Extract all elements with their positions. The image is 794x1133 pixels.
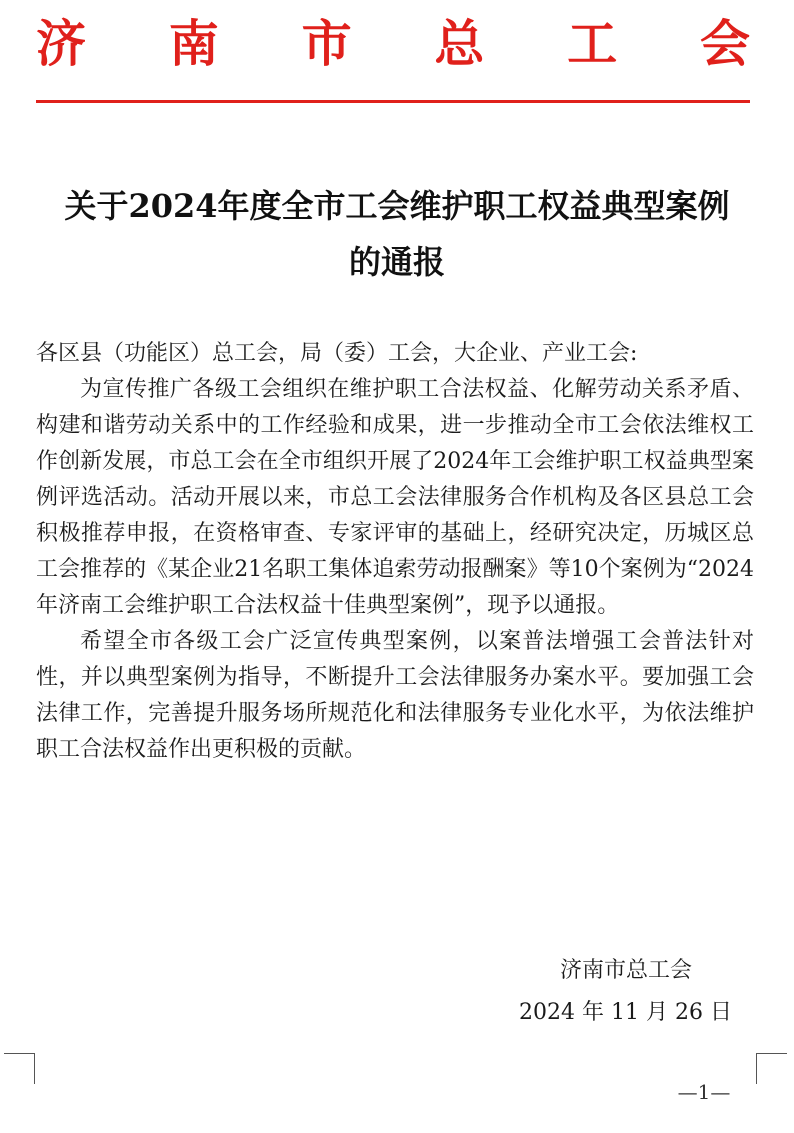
salutation: 各区县（功能区）总工会，局（委）工会，大企业、产业工会: — [36, 341, 638, 366]
letterhead-char: 市 — [301, 14, 352, 73]
document-title: 关于2024年度全市工会维护职工权益典型案例 的通报 — [64, 187, 730, 281]
letterhead-char: 总 — [434, 14, 485, 73]
letterhead-char: 济 — [36, 14, 86, 73]
page-number: —1— — [677, 1080, 731, 1104]
letterhead-divider — [36, 100, 750, 103]
signature-block — [420, 950, 750, 1034]
signature-org: 济南市总工会 — [559, 958, 692, 983]
letterhead-char: 会 — [699, 14, 750, 73]
document-body — [36, 336, 754, 768]
signature-date: 2024 年 11 月 26 日 — [519, 1000, 732, 1025]
body-paragraph: 为宣传推广各级工会组织在维护职工合法权益、化解劳动关系矛盾、构建和谐劳动关系中的工作经验和成果，进一步推动全市工会依法维权工作创新发展，市总工会在全市组织开展了2024年工会维护职工权益典型案例评选活动。活动开展以来，市总工会法律服务合作机构及各区县总工会积极推荐申报，在资格审查、专家评审的基础上，经研究决定，历城区总工会推荐的《某企业21名职工集体追索劳动报酬案》等10个案例为“2024年济南工会维护职工合法权益十佳典型案例”，现予以通报。 — [36, 377, 754, 618]
page-corner-mark-right — [756, 1053, 787, 1084]
letterhead-char: 工 — [567, 14, 618, 73]
letterhead-char: 南 — [168, 14, 219, 73]
page-corner-mark-left — [4, 1053, 35, 1084]
body-paragraph: 希望全市各级工会广泛宣传典型案例，以案普法增强工会普法针对性，并以典型案例为指导，不断提升工会法律服务办案水平。要加强工会法律工作，完善提升服务场所规范化和法律服务专业化水平，为依法维护职工合法权益作出更积极的贡献。 — [36, 629, 754, 762]
letterhead — [36, 14, 750, 74]
